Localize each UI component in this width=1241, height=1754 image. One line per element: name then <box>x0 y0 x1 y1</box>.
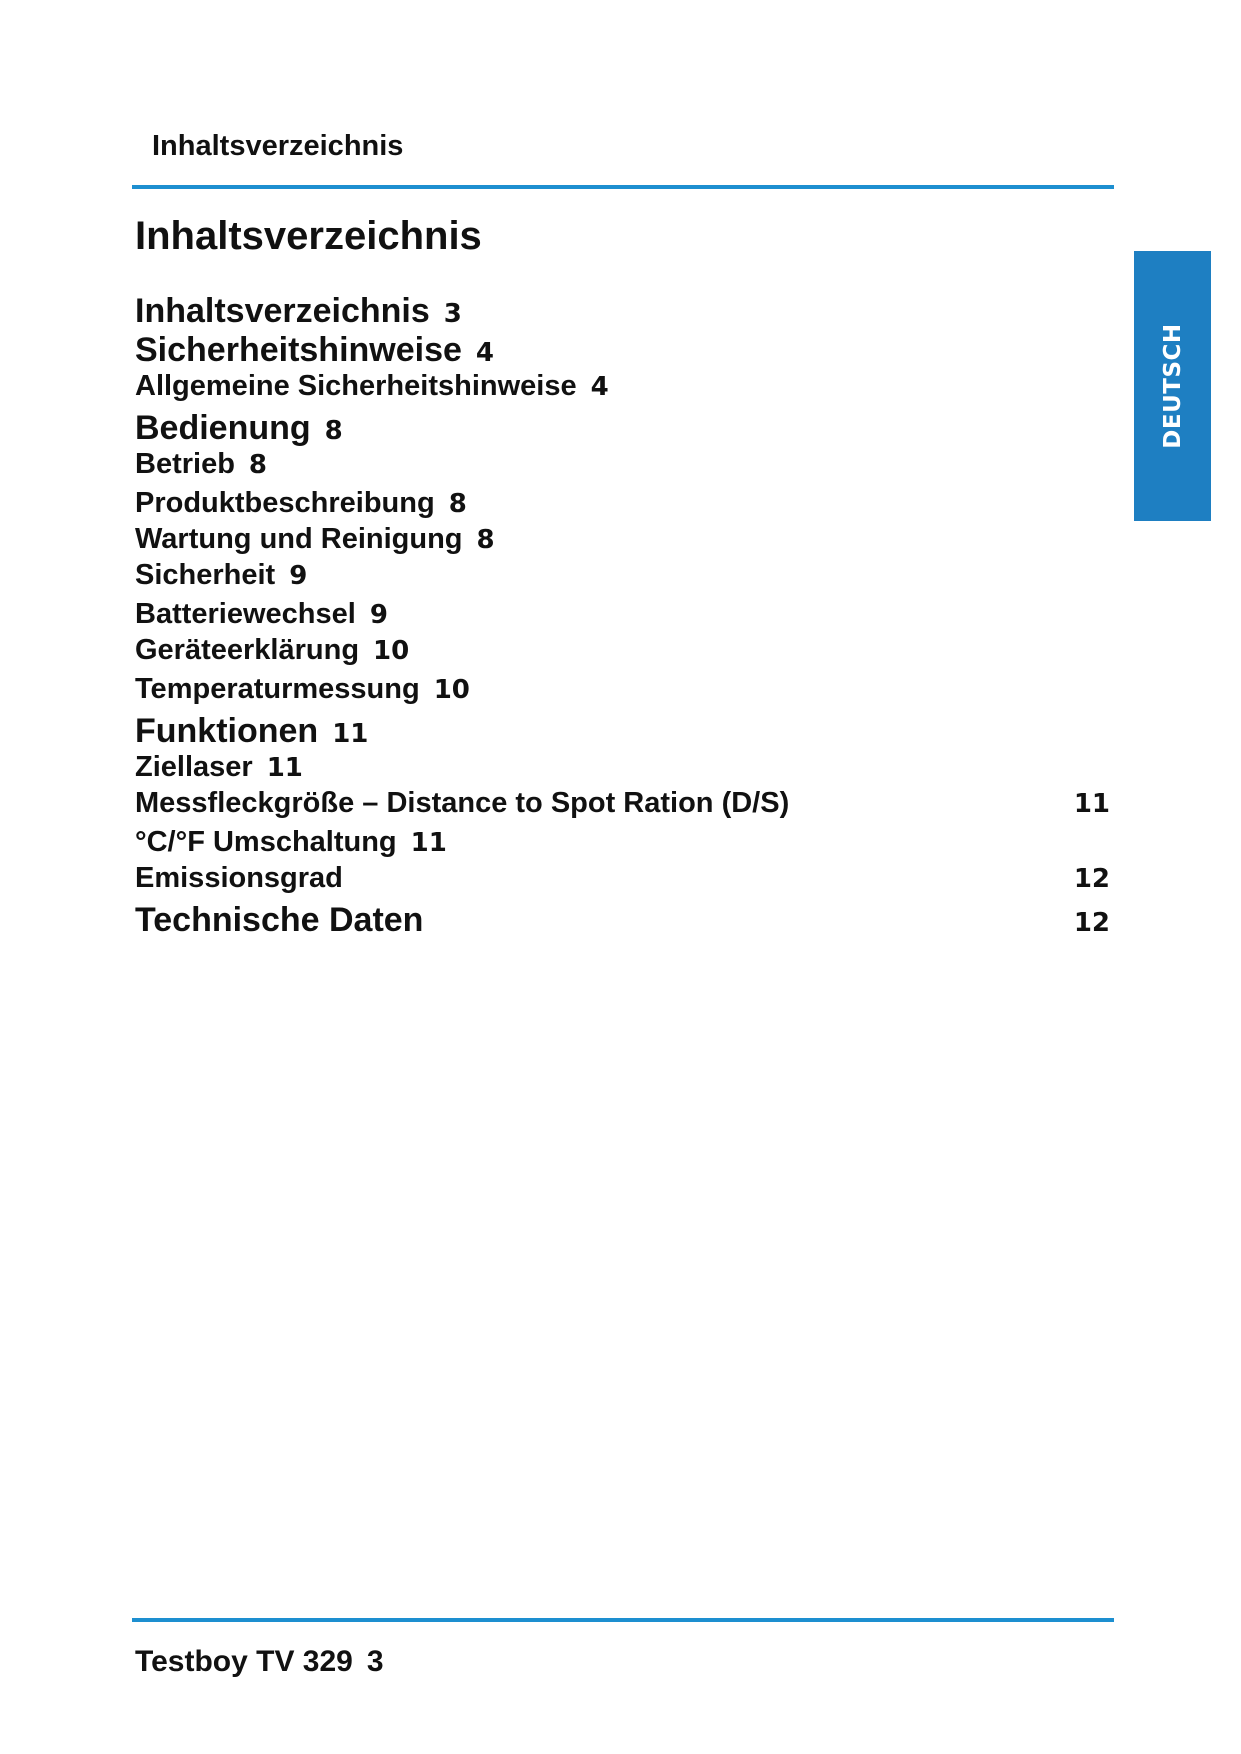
toc-entry-page: 11 <box>1073 789 1110 819</box>
toc-entry[interactable] <box>135 826 1110 866</box>
toc-entry-label: Geräteerklärung <box>135 634 360 666</box>
toc-entry[interactable] <box>135 292 1110 332</box>
toc-entry[interactable] <box>135 751 1110 791</box>
toc-entry[interactable] <box>135 409 1110 449</box>
toc-entry-page: 11 <box>266 753 303 783</box>
toc-entry-label: Wartung und Reinigung <box>135 523 463 555</box>
footer-product: Testboy TV 329 <box>135 1645 353 1678</box>
toc-entry-page: 11 <box>410 828 447 858</box>
toc-entry-label: Messfleckgröße – Distance to Spot Ration (D/S) <box>135 787 790 819</box>
toc-entry-label: Produktbeschreibung <box>135 487 435 519</box>
language-tab-label: DEUTSCH <box>1159 323 1186 449</box>
toc-entry-page: 12 <box>1073 908 1110 938</box>
page-footer <box>135 1643 384 1681</box>
running-header: Inhaltsverzeichnis <box>152 130 404 162</box>
toc-entry-label: °C/°F Umschaltung <box>135 826 397 858</box>
toc-entry-label: Emissionsgrad <box>135 862 343 894</box>
toc-entry[interactable] <box>135 598 1110 638</box>
toc-entry[interactable] <box>135 559 1110 599</box>
toc-entry-label: Sicherheitshinweise <box>135 331 462 369</box>
toc-entry-page: 8 <box>476 525 495 555</box>
toc-entry-page: 3 <box>443 299 462 329</box>
toc-title: Inhaltsverzeichnis <box>135 214 482 258</box>
toc-entry[interactable] <box>135 448 1110 488</box>
toc-entry[interactable] <box>135 862 1110 902</box>
toc-entry-label: Technische Daten <box>135 901 424 939</box>
toc-entry-label: Allgemeine Sicherheitshinweise <box>135 370 577 402</box>
toc-entry-page: 8 <box>324 416 343 446</box>
toc-entry[interactable] <box>135 331 1110 371</box>
toc-entry-label: Temperaturmessung <box>135 673 420 705</box>
toc-entry-page: 10 <box>433 675 470 705</box>
footer-rule <box>132 1618 1114 1622</box>
toc-entry[interactable] <box>135 712 1110 752</box>
toc-entry-page: 12 <box>1073 864 1110 894</box>
toc-entry-page: 9 <box>369 600 388 630</box>
toc-entry[interactable] <box>135 523 1110 563</box>
toc-entry-label: Funktionen <box>135 712 319 750</box>
toc-entry[interactable] <box>135 487 1110 527</box>
toc-entry[interactable] <box>135 673 1110 713</box>
toc-entry-page: 4 <box>590 372 609 402</box>
toc-entry-page: 8 <box>448 489 467 519</box>
toc-entry-page: 11 <box>332 719 369 749</box>
toc-entry-label: Betrieb <box>135 448 235 480</box>
toc-entry-page: 8 <box>248 450 268 480</box>
toc-entry-page: 4 <box>475 338 494 368</box>
footer-page-number: 3 <box>366 1645 384 1678</box>
toc-entry-label: Inhaltsverzeichnis <box>135 292 430 330</box>
toc-entry-page: 9 <box>289 561 308 591</box>
toc-entry-label: Ziellaser <box>135 751 253 783</box>
toc-entry[interactable] <box>135 787 1110 827</box>
toc-entry-label: Batteriewechsel <box>135 598 356 630</box>
toc-entry-page: 10 <box>373 636 410 666</box>
language-tab <box>1134 251 1211 521</box>
header-rule <box>132 185 1114 189</box>
toc-entry[interactable] <box>135 901 1110 941</box>
toc-entry[interactable] <box>135 370 1110 410</box>
toc-entry-label: Sicherheit <box>135 559 276 591</box>
toc-entry[interactable] <box>135 634 1110 674</box>
toc-entry-label: Bedienung <box>135 409 311 447</box>
